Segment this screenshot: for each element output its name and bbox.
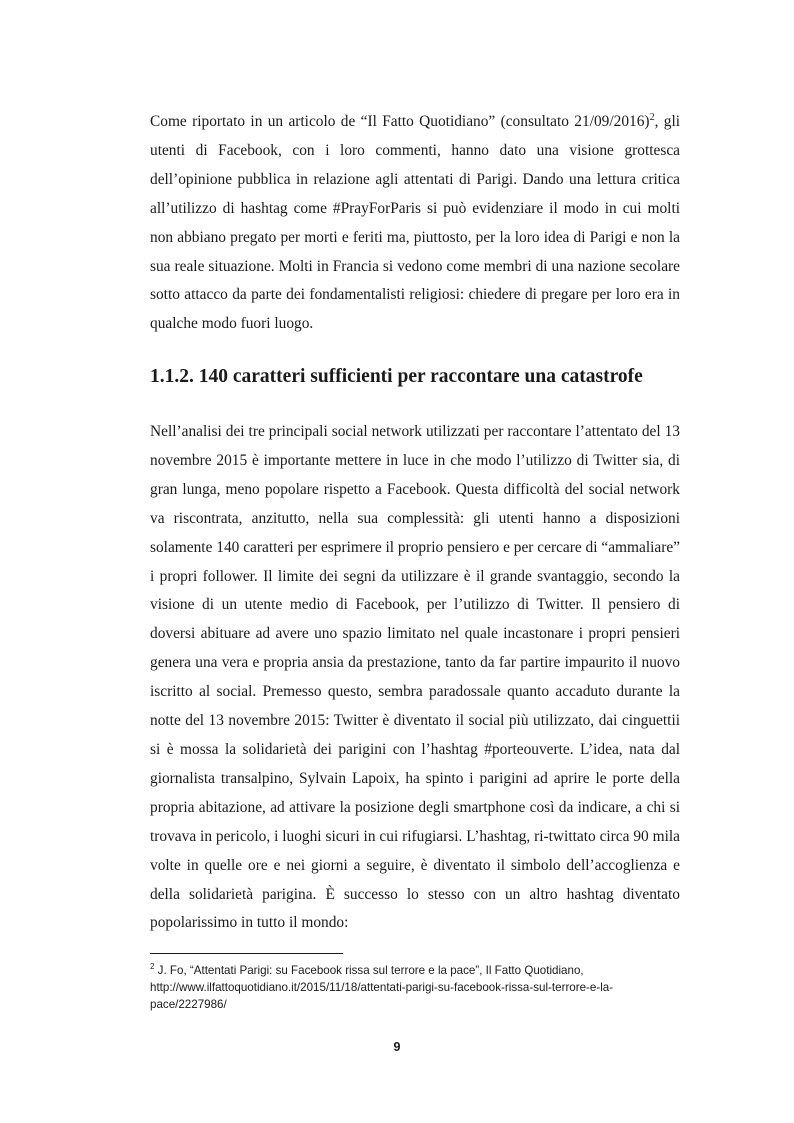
footnote-text: J. Fo, “Attentati Parigi: su Facebook rissa sul terrore e la pace”, Il Fatto Quotidiano, http://www.ilfattoquotidiano.it/2015/11/18/attentati-parigi-su-facebook-rissa-sul-terrore-e-la-pace/2227986/ — [150, 964, 614, 1011]
footnote-number: 2 — [150, 962, 155, 972]
footnote — [150, 962, 685, 1013]
footnote-reference[interactable]: 2 — [649, 111, 655, 123]
paragraph-intro — [150, 108, 680, 339]
paragraph-intro-text-end: , gli utenti di Facebook, con i loro commenti, hanno dato una visione grottesca dell’opinione pubblica in relazione agli attentati di Parigi. Dando una lettura critica all’utilizzo di hashtag come #PrayForParis si può evidenziare il modo in cui molti non abbiano pregato per morti e feriti ma, piuttosto, per la loro idea di Parigi e non la sua reale situazione. Molti in Francia si vedono come membri di una nazione secolare sotto attacco da parte dei fondamentalisti religiosi: chiedere di pregare per loro era in qualche modo fuori luogo. — [150, 113, 680, 333]
footnote-divider — [150, 953, 343, 954]
paragraph-twitter: Nell’analisi dei tre principali social network utilizzati per raccontare l’attentato del 13 novembre 2015 è importante mettere in luce in che modo l’utilizzo di Twitter sia, di gran lunga, meno popolare rispetto a Facebook. Questa difficoltà del social network va riscontrata, anzitutto, nella sua complessità: gli utenti hanno a disposizioni solamente 140 caratteri per esprimere il proprio pensiero e per cercare di “ammaliare” i propri follower. Il limite dei segni da utilizzare è il grande svantaggio, secondo la visione di un utente medio di Facebook, per l’utilizzo di Twitter. Il pensiero di doversi abituare ad avere uno spazio limitato nel quale incastonare i propri pensieri genera una vera e propria ansia da prestazione, tanto da far partire impaurito il nuovo iscritto al social. Premesso questo, sembra paradossale quanto accaduto durante la notte del 13 novembre 2015: Twitter è diventato il social più utilizzato, dai cinguettii si è mossa la solidarietà dei parigini con l’hashtag #porteouverte. L’idea, nata dal giornalista transalpino, Sylvain Lapoix, ha spinto i parigini ad aprire le porte della propria abitazione, ad attivare la posizione degli smartphone così da indicare, a chi si trovava in pericolo, i luoghi sicuri in cui rifugiarsi. L’hashtag, ri-twittato circa 90 mila volte in quelle ore e nei giorni a seguire, è diventato il simbolo dell’accoglienza e della solidarietà parigina. È successo lo stesso con un altro hashtag diventato popolarissimo in tutto il mondo: — [150, 423, 680, 932]
paragraph-intro-text-start: Come riportato in un articolo de “Il Fatto Quotidiano” (consultato 21/09/2016) — [150, 113, 650, 130]
section-heading: 1.1.2. 140 caratteri sufficienti per raccontare una catastrofe — [150, 366, 643, 387]
page-number: 9 — [393, 1040, 401, 1054]
